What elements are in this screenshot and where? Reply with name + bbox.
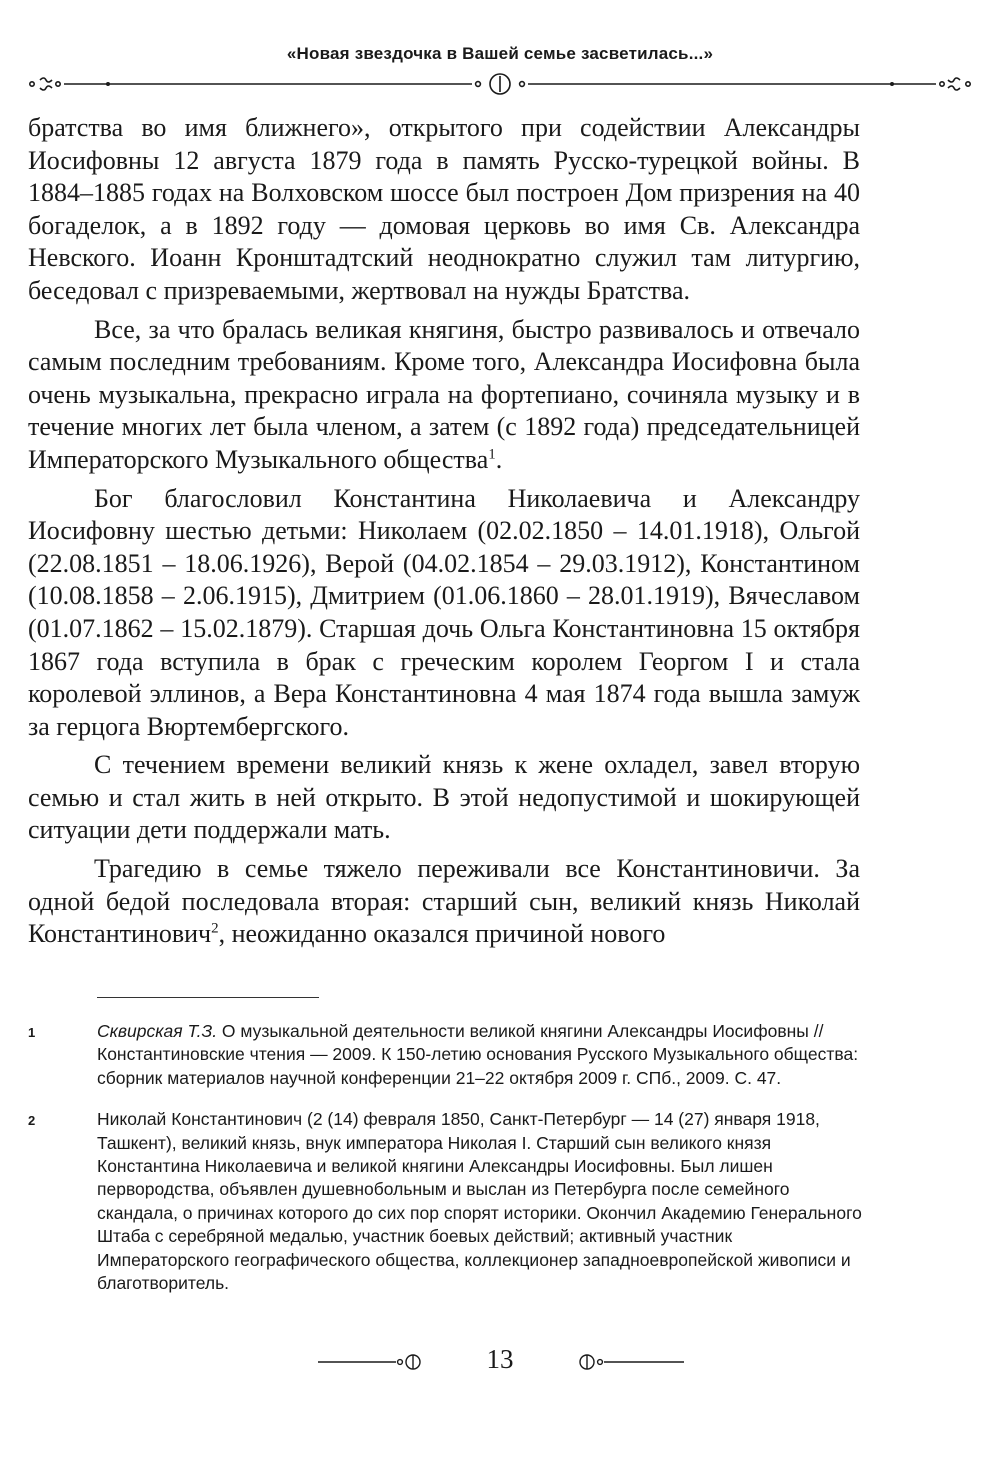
paragraph: братства во имя ближнего», открытого при содействии Александры Иосифовны 12 августа 1879 года в память Русско-турецкой войны. В 1884–1885 годах на Волховском шоссе был построен Дом призрения на 40 богаделок, а в 1892 году — домовая церковь во имя Св. Александра Невского. Иоанн Кронштадтский неоднократно служил там литургию, беседовал с призреваемыми, жертвовал на нужды Братства. (28, 113, 860, 305)
paragraph: Трагедию в семье тяжело переживали все Константиновичи. За одной бедой последовала вторая: старший сын, великий князь Николай Константинович$^2$, неожиданно оказался причиной нового (28, 854, 860, 949)
main-text (28, 112, 860, 957)
running-head: «Новая звездочка в Вашей семье засветилась...» (286, 44, 714, 63)
footnote-author: Сквирская Т.З. (97, 1021, 218, 1041)
footnote-text: Николай Константинович (2 (14) февраля 1850, Санкт-Петербург — 14 (27) января 1918, Ташкент), великий князь, внук императора Николая I. Старший сын великого князя Константина Николаевича и великой княгини Александры Иосифовны. Был лишен первородства, объявлен душевнобольным и выслан из Петербурга после семейного скандала, о причинах которого до сих пор спорят историки. Окончил Академию Генерального Штаба с серебряной медалью, участник боевых действий; активный участник Императорского географического общества, коллекционер западноевропейской живописи и благотворитель. (97, 1109, 862, 1294)
page-number: 13 (486, 1344, 514, 1374)
footnote-ref-2[interactable]: 2 (211, 920, 219, 937)
footnote-text: Сквирская Т.З. О музыкальной деятельности великой княгини Александры Иосифовны // Константиновские чтения — 2009. К 150-летию основания Русского Музыкального общества: сборник материалов научной конференции 21–22 октября 2009 г. СПб., 2009. С. 47. (97, 1021, 859, 1088)
footnote-1 (28, 1020, 868, 1090)
footnote-number: 2 (28, 1113, 36, 1129)
footnote-ref-1[interactable]: 1 (488, 446, 496, 463)
paragraph: Все, за что бралась великая княгиня, быстро развивалось и отвечало самым последним требованиям. Кроме того, Александра Иосифовна была очень музыкальна, прекрасно играла на фортепиано, сочиняла музыку и в течение многих лет была членом, а затем (с 1892 года) председательницей Императорского Музыкального общества$^1$. (28, 314, 860, 474)
paragraph: С течением времени великий князь к жене охладел, завел вторую семью и стал жить в ней открыто. В этой недопустимой и шокирующей ситуации дети поддержали мать. (28, 750, 860, 845)
footnote-separator (97, 997, 319, 998)
header-ornament-rule (28, 72, 972, 96)
paragraph: Бог благословил Константина Николаевича и Александру Иосифовну шестью детьми: Николаем (02.02.1850 – 14.01.1918), Ольгой (22.08.1851 – 18.06.1926), Верой (04.02.1854 – 29.03.1912), Константином (10.08.1858 – 2.06.1915), Дмитрием (01.06.1860 – 28.01.1919), Вячеславом (01.07.1862 – 15.02.1879). Старшая дочь Ольга Константиновна 15 октября 1867 года вступила в брак с греческим королем Георгом I и стала королевой эллинов, а Вера Константиновна 4 мая 1874 года вышла замуж за герцога Вюртембергского. (28, 483, 860, 741)
footnote-2 (28, 1108, 868, 1295)
footnotes (28, 1020, 868, 1313)
footnote-number: 1 (28, 1025, 36, 1040)
